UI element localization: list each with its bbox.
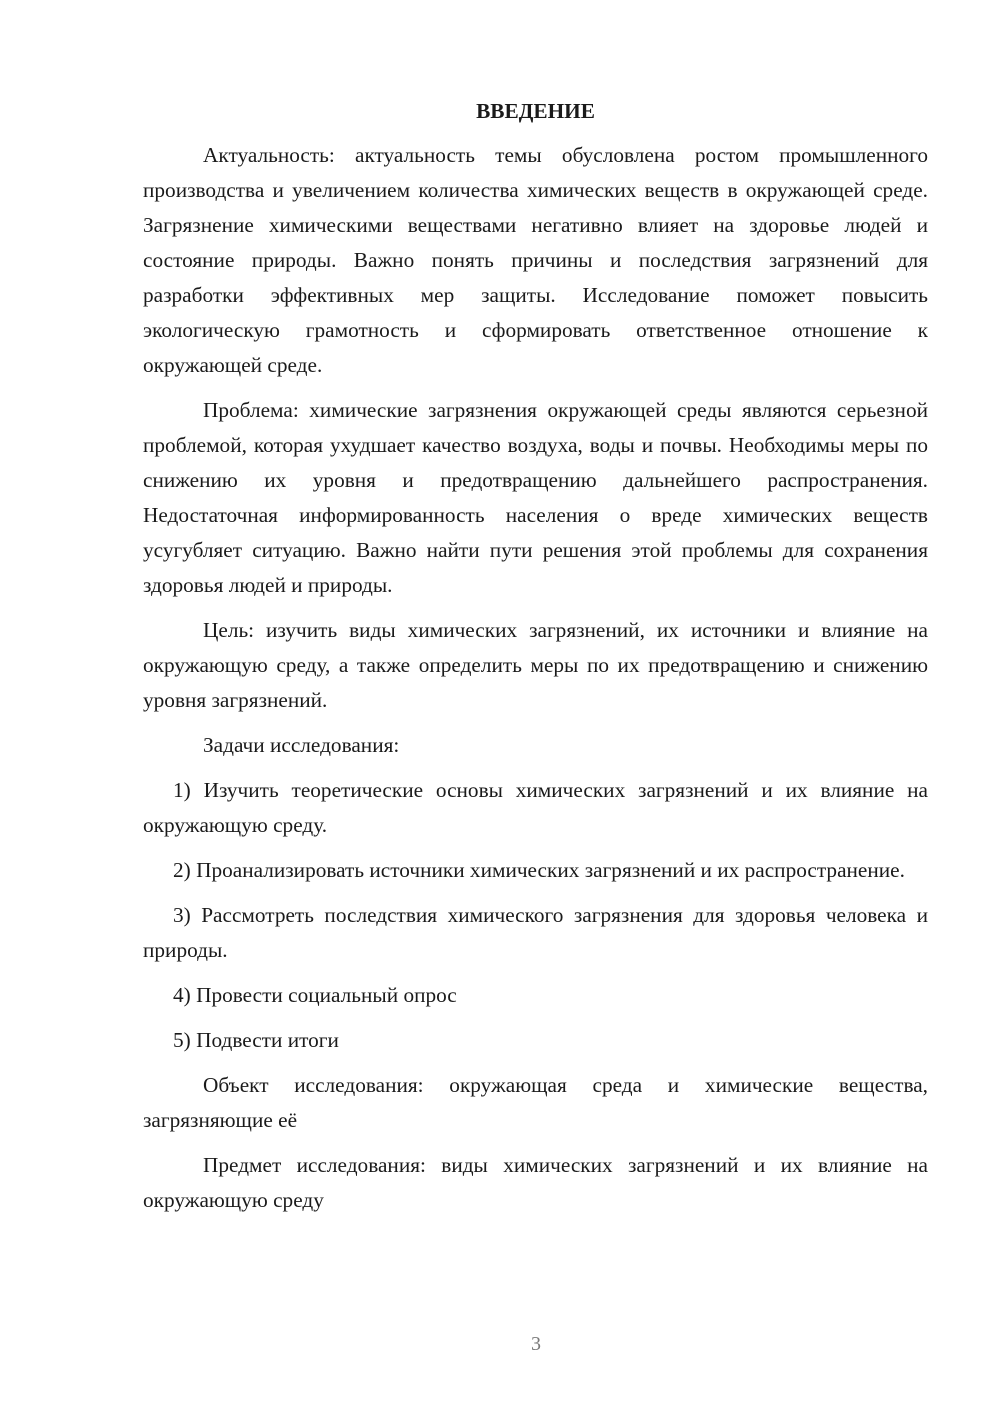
relevance-paragraph: Актуальность: актуальность темы обусловлена ростом промышленного производства и увеличением количества химических веществ в окружающей среде. Загрязнение химическими веществами негативно влияет на здоровье людей и состояние природы. Важно понять причины и последствия загрязнений для разработки эффективных мер защиты. Исследование поможет повысить экологическую грамотность и сформировать ответственное отношение к окружающей среде.: [143, 143, 928, 377]
tasks-heading: Задачи исследования:: [203, 733, 400, 757]
problem-paragraph: Проблема: химические загрязнения окружающей среды являются серьезной проблемой, которая ухудшает качество воздуха, воды и почвы. Необходимы меры по снижению их уровня и предотвращению дальнейшего распространения. Недостаточная информированность населения о вреде химических веществ усугубляет ситуацию. Важно найти пути решения этой проблемы для сохранения здоровья людей и природы.: [143, 398, 928, 597]
section-title: ВВЕДЕНИЕ: [476, 99, 595, 123]
task-item-3: 3) Рассмотреть последствия химического загрязнения для здоровья человека и природы.: [143, 903, 928, 962]
subject-paragraph: Предмет исследования: виды химических загрязнений и их влияние на окружающую среду: [143, 1153, 928, 1212]
page-number: 3: [531, 1333, 541, 1355]
task-item-2: 2) Проанализировать источники химических загрязнений и их распространение.: [173, 858, 905, 882]
object-paragraph: Объект исследования: окружающая среда и химические вещества, загрязняющие её: [143, 1073, 928, 1132]
goal-paragraph: Цель: изучить виды химических загрязнений, их источники и влияние на окружающую среду, а также определить меры по их предотвращению и снижению уровня загрязнений.: [143, 618, 928, 712]
page-content: [143, 96, 928, 1228]
task-item-1: 1) Изучить теоретические основы химических загрязнений и их влияние на окружающую среду.: [143, 778, 928, 837]
task-item-4: 4) Провести социальный опрос: [173, 983, 457, 1007]
task-item-5: 5) Подвести итоги: [173, 1028, 339, 1052]
